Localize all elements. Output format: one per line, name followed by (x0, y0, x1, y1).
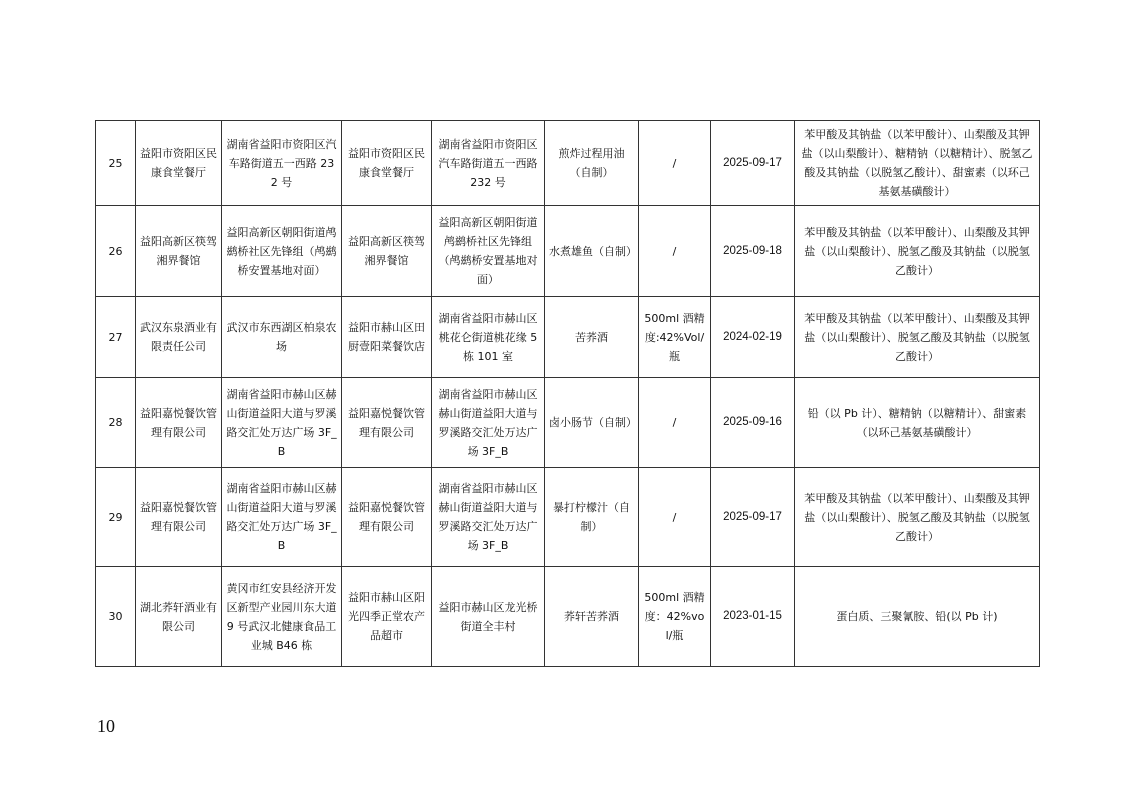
row-number: 27 (96, 297, 136, 378)
producer-address: 湖南省益阳市资阳区汽车路街道五一西路 232 号 (222, 121, 342, 206)
producer-name: 武汉东泉酒业有限责任公司 (136, 297, 222, 378)
producer-address: 黄冈市红安县经济开发区新型产业园川东大道 9 号武汉北健康食品工业城 B46 栋 (222, 567, 342, 667)
product-spec: 500ml 酒精度:42%Vol/瓶 (639, 297, 711, 378)
product-name: 煎炸过程用油（自制） (545, 121, 639, 206)
row-number: 26 (96, 206, 136, 297)
seller-address: 益阳高新区朝阳街道鸬鹚桥社区先锋组（鸬鹚桥安置基地对面） (432, 206, 545, 297)
production-date: 2025-09-16 (711, 378, 795, 468)
producer-name: 湖北荞轩酒业有限公司 (136, 567, 222, 667)
production-date: 2024-02-19 (711, 297, 795, 378)
production-date: 2023-01-15 (711, 567, 795, 667)
test-items: 苯甲酸及其钠盐（以苯甲酸计）、山梨酸及其钾盐（以山梨酸计）、脱氢乙酸及其钠盐（以脱氢乙酸计） (795, 297, 1040, 378)
producer-address: 湖南省益阳市赫山区赫山街道益阳大道与罗溪路交汇处万达广场 3F_B (222, 378, 342, 468)
producer-address: 武汉市东西湖区柏泉农场 (222, 297, 342, 378)
producer-name: 益阳市资阳区民康食堂餐厅 (136, 121, 222, 206)
seller-name: 益阳嘉悦餐饮管理有限公司 (342, 468, 432, 567)
seller-name: 益阳市赫山区阳光四季正堂农产品超市 (342, 567, 432, 667)
producer-address: 湖南省益阳市赫山区赫山街道益阳大道与罗溪路交汇处万达广场 3F_B (222, 468, 342, 567)
product-name: 苦荞酒 (545, 297, 639, 378)
seller-name: 益阳高新区筷驾湘界餐馆 (342, 206, 432, 297)
table-row (96, 468, 1040, 567)
product-spec: 500ml 酒精度：42%vol/瓶 (639, 567, 711, 667)
seller-name: 益阳市赫山区田厨壹阳菜餐饮店 (342, 297, 432, 378)
product-name: 水煮雄鱼（自制） (545, 206, 639, 297)
table-row (96, 206, 1040, 297)
seller-address: 湖南省益阳市赫山区赫山街道益阳大道与罗溪路交汇处万达广场 3F_B (432, 378, 545, 468)
test-items: 苯甲酸及其钠盐（以苯甲酸计）、山梨酸及其钾盐（以山梨酸计）、脱氢乙酸及其钠盐（以脱氢乙酸计） (795, 468, 1040, 567)
table-row (96, 121, 1040, 206)
row-number: 29 (96, 468, 136, 567)
seller-address: 湖南省益阳市赫山区桃花仑街道桃花缘 5 栋 101 室 (432, 297, 545, 378)
row-number: 28 (96, 378, 136, 468)
seller-name: 益阳嘉悦餐饮管理有限公司 (342, 378, 432, 468)
product-name: 卤小肠节（自制） (545, 378, 639, 468)
page-number: 10 (97, 716, 115, 736)
product-spec: / (639, 206, 711, 297)
product-name: 暴打柠檬汁（自制） (545, 468, 639, 567)
test-items: 苯甲酸及其钠盐（以苯甲酸计）、山梨酸及其钾盐（以山梨酸计）、糖精钠（以糖精计）、脱氢乙酸及其钠盐（以脱氢乙酸计）、甜蜜素（以环己基氨基磺酸计） (795, 121, 1040, 206)
production-date: 2025-09-18 (711, 206, 795, 297)
table-row (96, 297, 1040, 378)
seller-address: 湖南省益阳市赫山区赫山街道益阳大道与罗溪路交汇处万达广场 3F_B (432, 468, 545, 567)
producer-name: 益阳嘉悦餐饮管理有限公司 (136, 378, 222, 468)
product-spec: / (639, 121, 711, 206)
test-items: 苯甲酸及其钠盐（以苯甲酸计）、山梨酸及其钾盐（以山梨酸计）、脱氢乙酸及其钠盐（以脱氢乙酸计） (795, 206, 1040, 297)
producer-name: 益阳高新区筷驾湘界餐馆 (136, 206, 222, 297)
product-spec: / (639, 378, 711, 468)
production-date: 2025-09-17 (711, 468, 795, 567)
inspection-results-table (95, 120, 1040, 667)
producer-name: 益阳嘉悦餐饮管理有限公司 (136, 468, 222, 567)
producer-address: 益阳高新区朝阳街道鸬鹚桥社区先锋组（鸬鹚桥安置基地对面） (222, 206, 342, 297)
seller-address: 益阳市赫山区龙光桥街道全丰村 (432, 567, 545, 667)
row-number: 25 (96, 121, 136, 206)
row-number: 30 (96, 567, 136, 667)
product-spec: / (639, 468, 711, 567)
seller-name: 益阳市资阳区民康食堂餐厅 (342, 121, 432, 206)
test-items: 铅（以 Pb 计）、糖精钠（以糖精计）、甜蜜素（以环己基氨基磺酸计） (795, 378, 1040, 468)
test-items: 蛋白质、三聚氰胺、铅(以 Pb 计) (795, 567, 1040, 667)
production-date: 2025-09-17 (711, 121, 795, 206)
table-row (96, 378, 1040, 468)
seller-address: 湖南省益阳市资阳区汽车路街道五一西路 232 号 (432, 121, 545, 206)
product-name: 荞轩苦荞酒 (545, 567, 639, 667)
table-row (96, 567, 1040, 667)
